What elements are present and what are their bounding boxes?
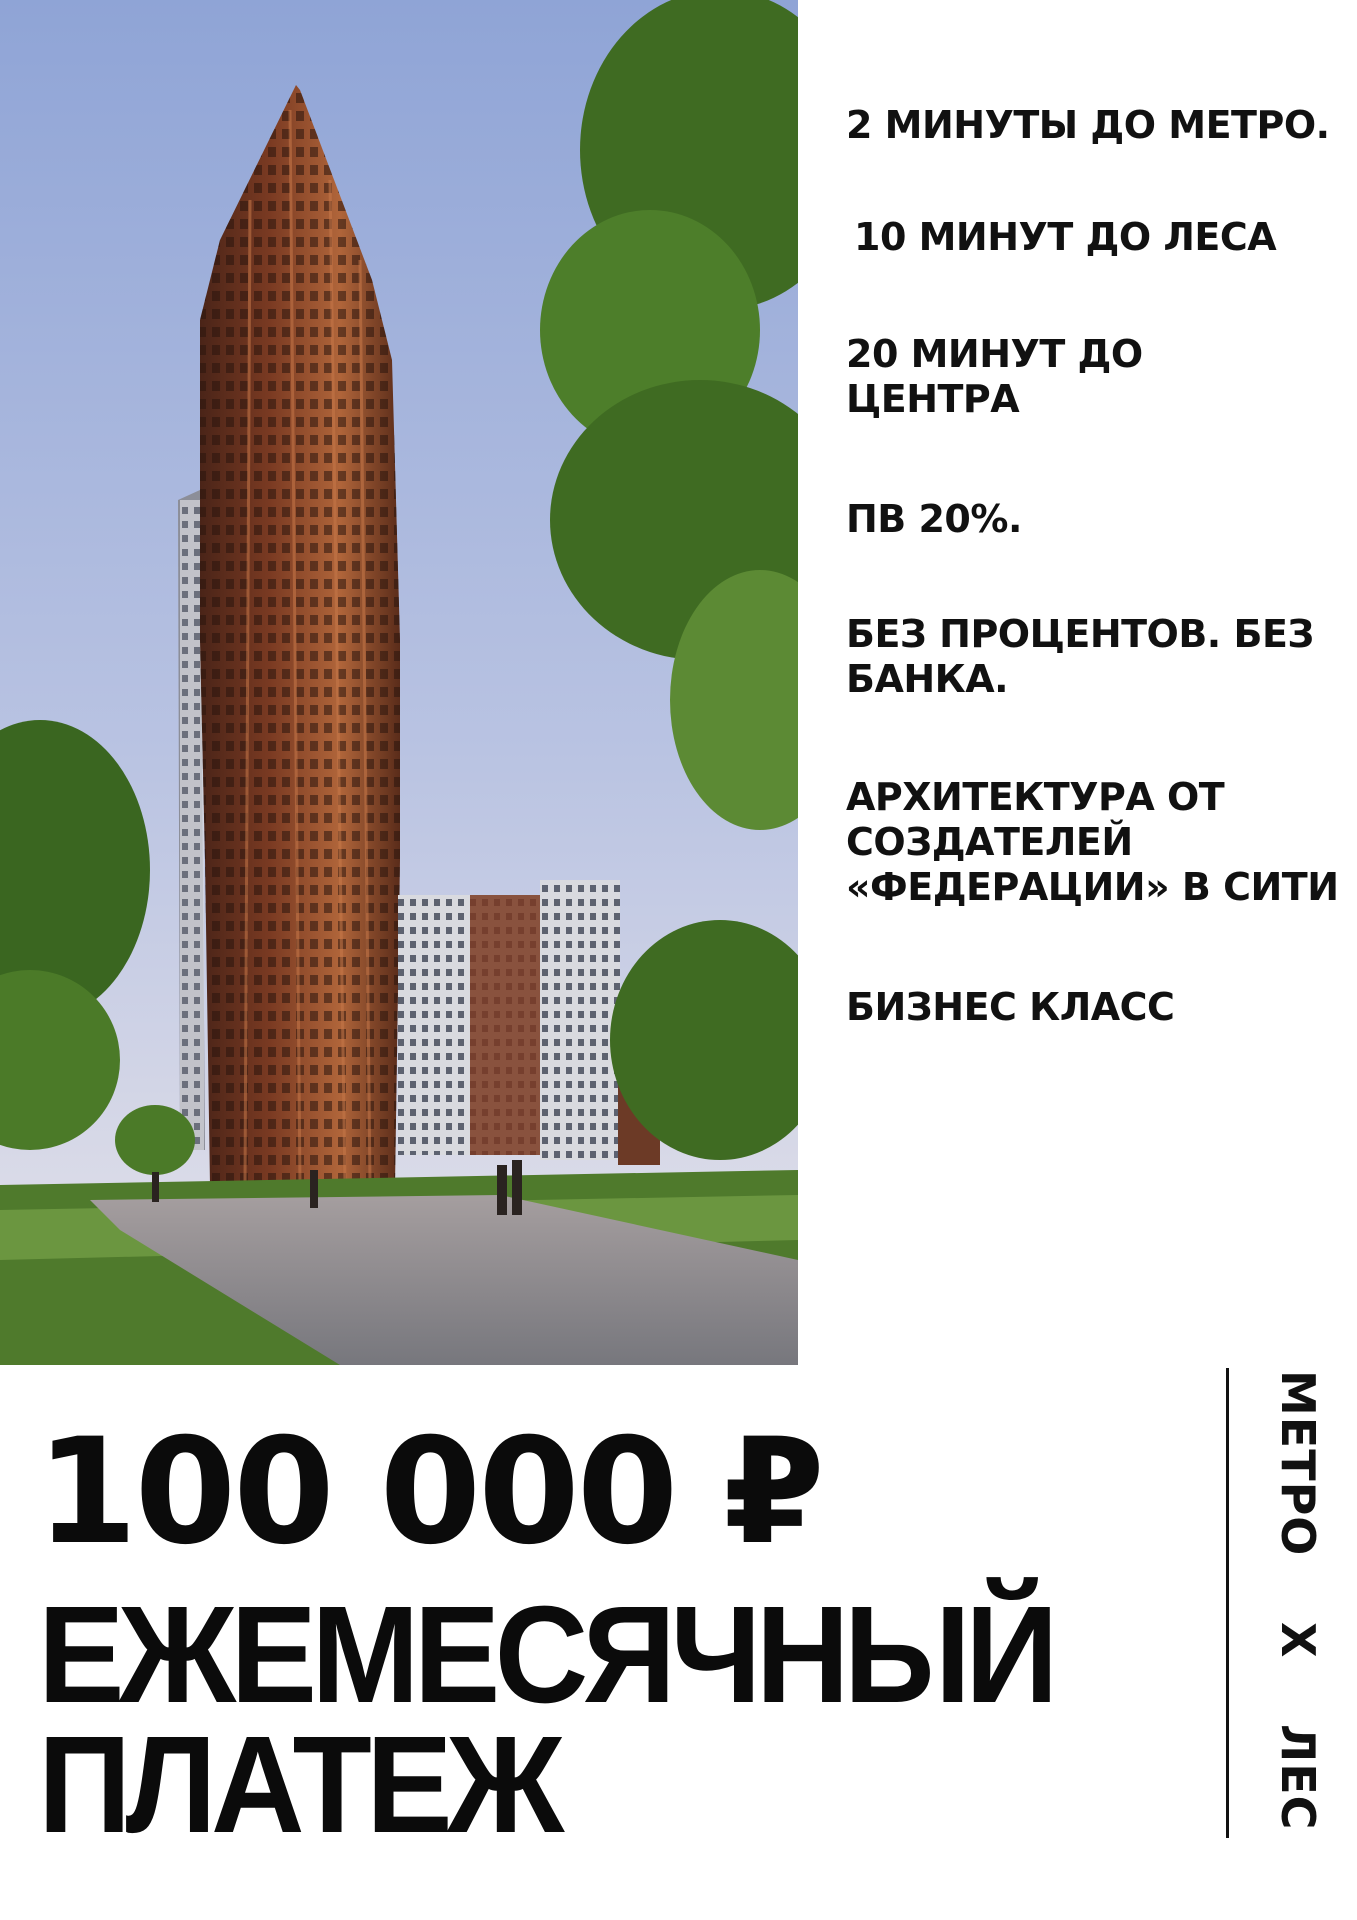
building-photo <box>0 0 798 1365</box>
tagline-x: X <box>1271 1621 1325 1659</box>
feature-forest: 10 МИНУТ ДО ЛЕСА <box>854 215 1277 259</box>
feature-architecture: АРХИТЕКТУРА ОТ СОЗДАТЕЛЕЙ «ФЕДЕРАЦИИ» В СИТИ <box>846 775 1339 909</box>
headline-line-2: ПЛАТЕЖ <box>38 1708 559 1862</box>
headline <box>38 1578 1053 1862</box>
vertical-tagline <box>1263 1370 1333 1830</box>
vertical-divider <box>1226 1368 1229 1838</box>
price: 100 000 ₽ <box>36 1407 822 1577</box>
headline-line-1: ЕЖЕМЕСЯЧНЫЙ <box>38 1578 1053 1732</box>
feature-metro: 2 МИНУТЫ ДО МЕТРО. <box>846 103 1330 147</box>
feature-business-class: БИЗНЕС КЛАСС <box>846 985 1175 1029</box>
feature-center: 20 МИНУТ ДО ЦЕНТРА <box>846 332 1143 421</box>
feature-down-payment: ПВ 20%. <box>846 497 1022 541</box>
tagline-forest: ЛЕС <box>1271 1723 1325 1830</box>
feature-no-interest: БЕЗ ПРОЦЕНТОВ. БЕЗ БАНКА. <box>846 612 1314 701</box>
building-illustration <box>0 0 798 1365</box>
tagline-metro: МЕТРО <box>1271 1370 1325 1557</box>
